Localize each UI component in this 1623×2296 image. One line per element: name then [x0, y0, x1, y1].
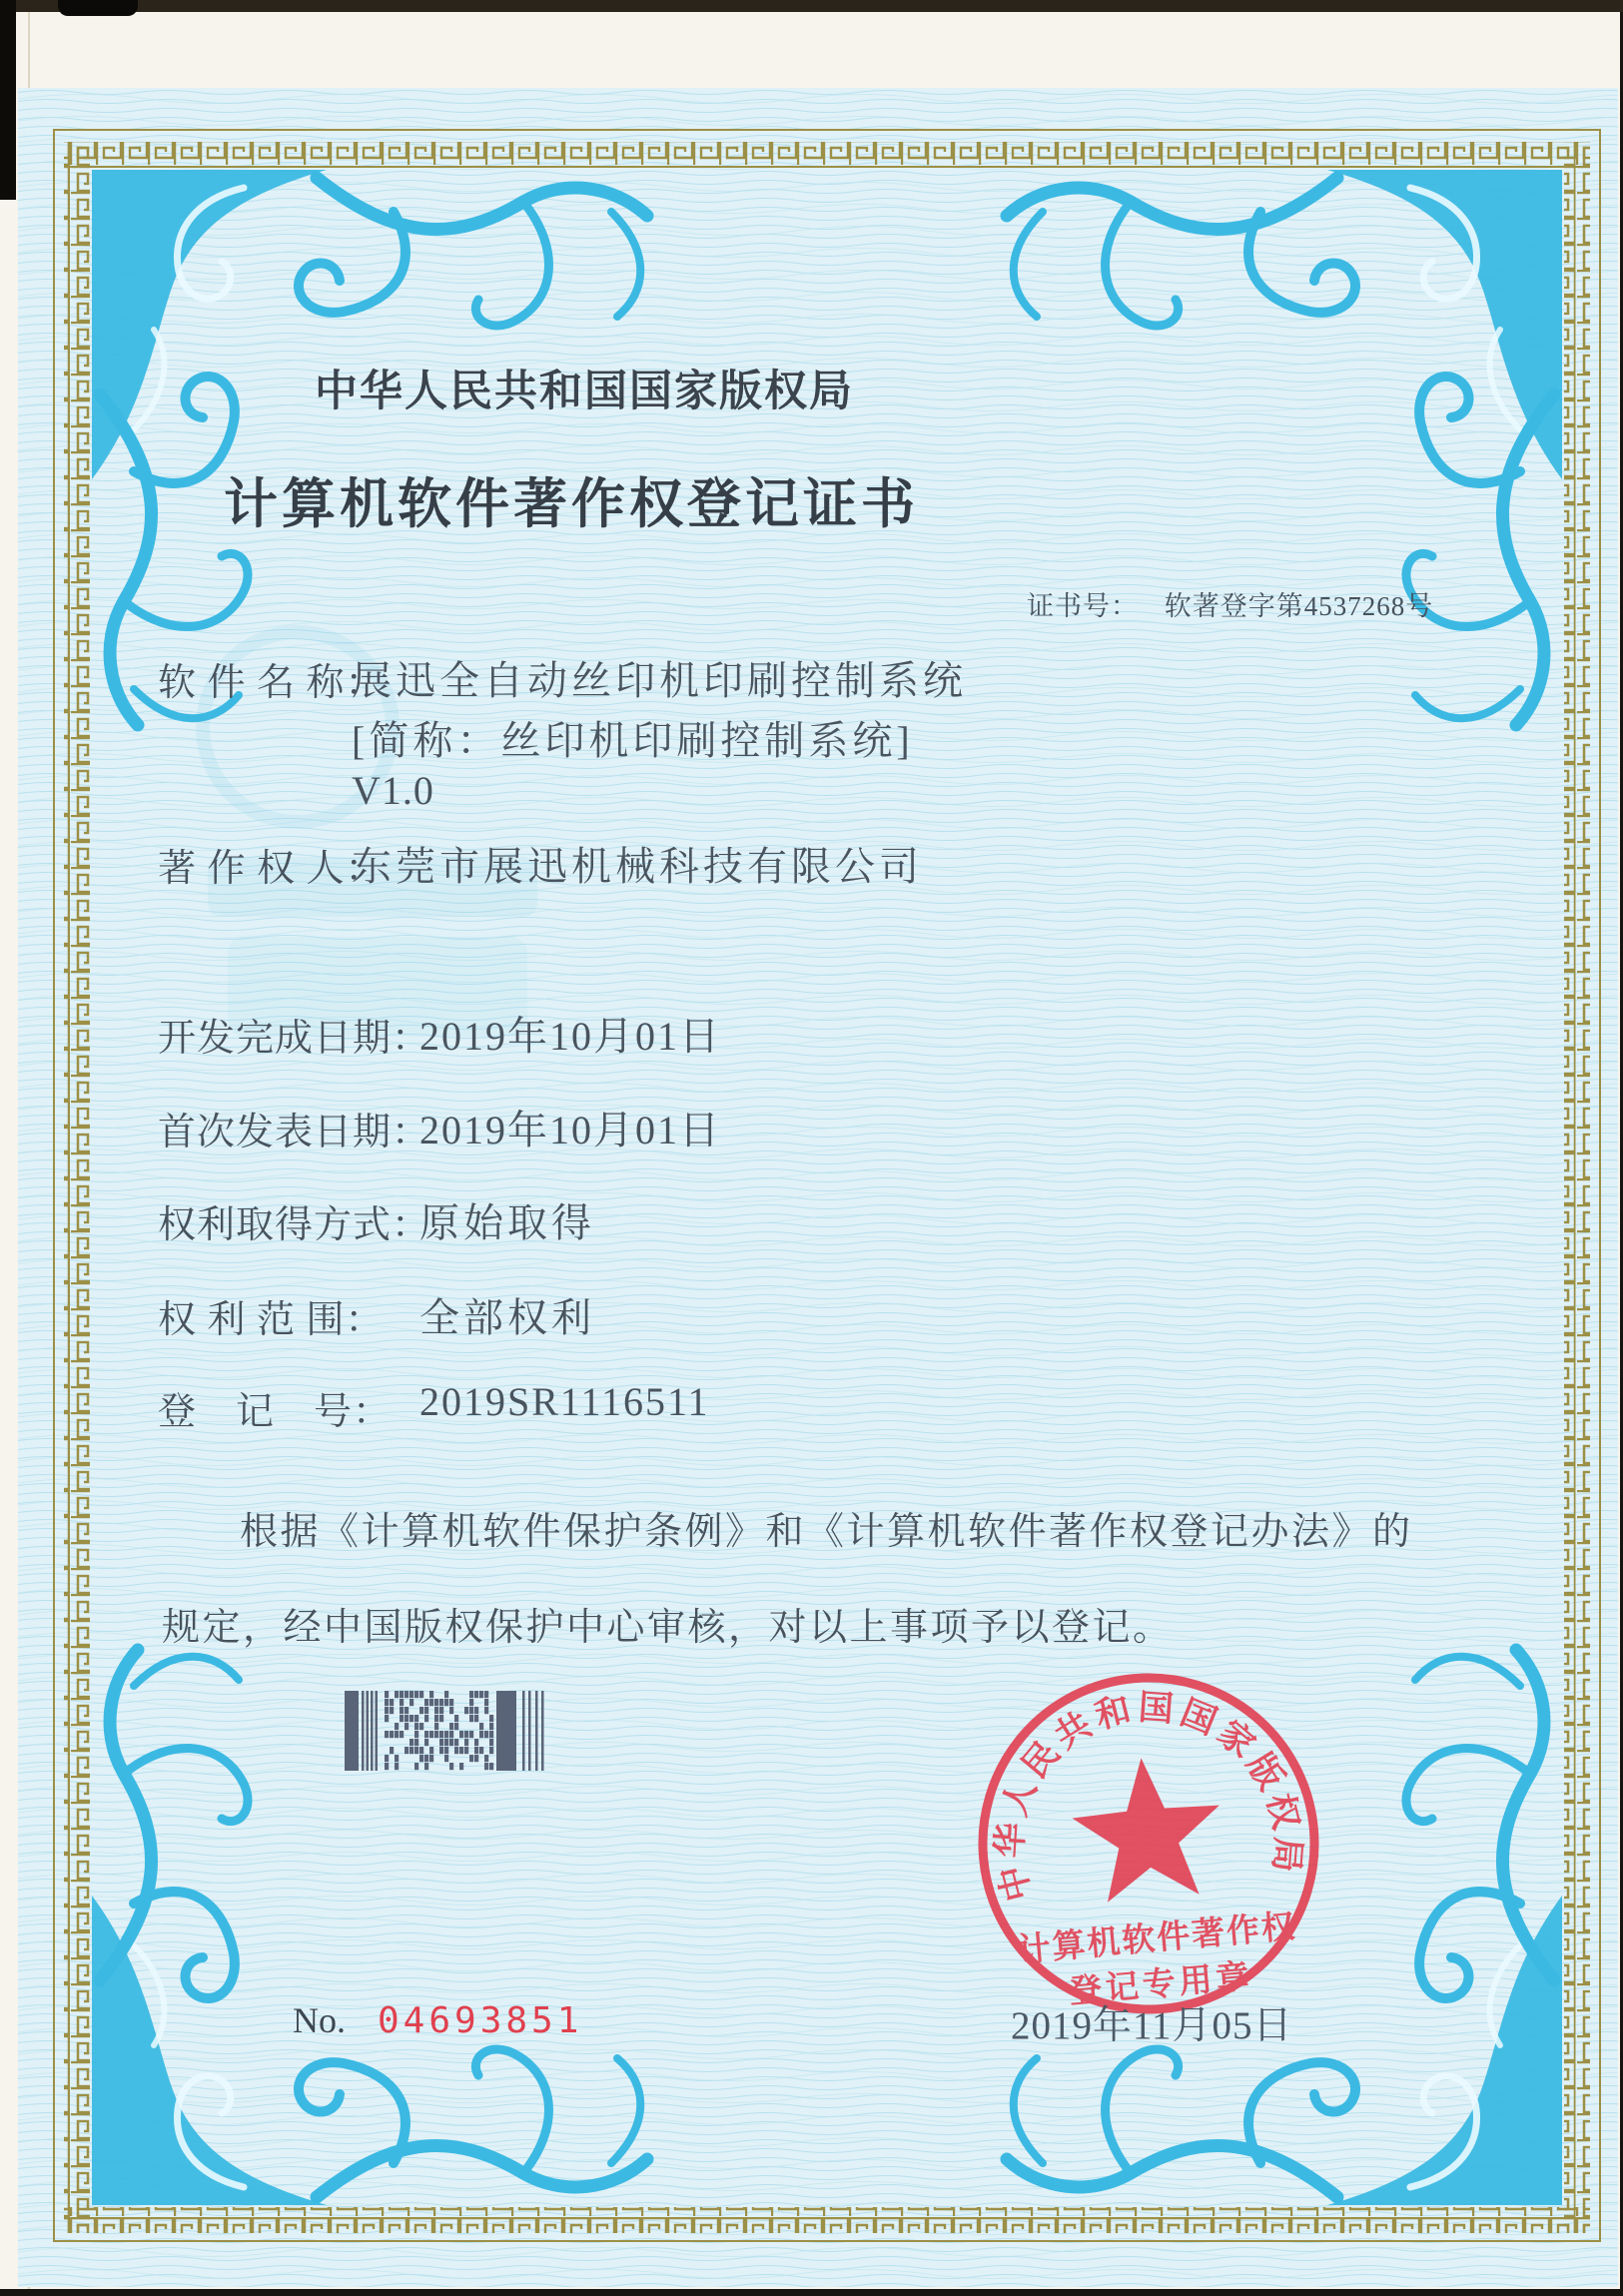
field-label-software-name: 软 件 名 称： [158, 662, 385, 704]
field-value-software-name-line1: 展迅全自动丝印机印刷控制系统 [352, 658, 967, 703]
barcode-fixed-bars [345, 1691, 544, 1771]
seal-line-2: 登记专用章 [1067, 1956, 1255, 2010]
field-value-registration-no: 2019SR1116511 [419, 1379, 710, 1424]
field-label-right-acquisition: 权利取得方式： [158, 1204, 431, 1246]
barcode-modules [385, 1691, 493, 1770]
field-label-right-scope: 权 利 范 围： [158, 1299, 385, 1341]
cert-no-line [1027, 584, 1433, 623]
scanner-edge-top [0, 0, 1623, 12]
border-meander-left [64, 142, 90, 2233]
seal-date: 2019年11月05日 [1011, 2004, 1293, 2047]
doc-title: 计算机软件著作权登记证书 [224, 474, 919, 534]
field-value-software-name-line2: [简称：丝印机印刷控制系统] [352, 718, 914, 763]
corner-flourish-top-left [92, 170, 647, 725]
field-value-software-name-line3: V1.0 [352, 768, 434, 813]
seal-star-icon [1068, 1752, 1227, 1905]
issuer-title: 中华人民共和国国家版权局 [315, 369, 854, 415]
field-label-copyright-owner: 著 作 权 人： [158, 848, 385, 890]
serial-no-value: 04693851 [378, 2000, 583, 2041]
field-value-first-publish-date: 2019年10月01日 [419, 1108, 721, 1152]
border-meander-right [1564, 142, 1590, 2233]
border-meander-top [64, 142, 1590, 168]
seal-ring-text: 中华人民共和国国家版权局 [990, 1688, 1308, 1906]
serial-no-line [293, 1999, 582, 2041]
field-label-dev-complete-date: 开发完成日期： [158, 1018, 431, 1060]
official-seal [959, 1653, 1348, 2042]
border-outline [54, 130, 1600, 2241]
field-label-registration-no: 登 记 号： [158, 1391, 393, 1433]
border-meander-bottom [64, 2207, 1590, 2233]
scanner-shadow-blob [58, 0, 138, 16]
field-value-copyright-owner: 东莞市展迅机械科技有限公司 [352, 844, 923, 889]
field-value-right-acquisition: 原始取得 [419, 1200, 595, 1245]
corner-flourish-top-right [1007, 170, 1562, 725]
field-value-right-scope: 全部权利 [419, 1295, 595, 1340]
cert-no-label: 证书号： [1027, 591, 1139, 621]
serial-no-label: No. [293, 2000, 346, 2040]
cert-no-value: 软著登字第4537268号 [1164, 591, 1434, 621]
seal-line-1: 计算机软件著作权 [1016, 1907, 1298, 1968]
statement-line-2: 规定，经中国版权保护中心审核，对以上事项予以登记。 [162, 1607, 1174, 1649]
scanner-shadow-left [0, 0, 16, 200]
pdf417-barcode [345, 1691, 579, 1771]
field-value-dev-complete-date: 2019年10月01日 [419, 1014, 721, 1059]
statement-line-1: 根据《计算机软件保护条例》和《计算机软件著作权登记办法》的 [240, 1511, 1413, 1553]
field-label-first-publish-date: 首次发表日期： [158, 1112, 431, 1153]
